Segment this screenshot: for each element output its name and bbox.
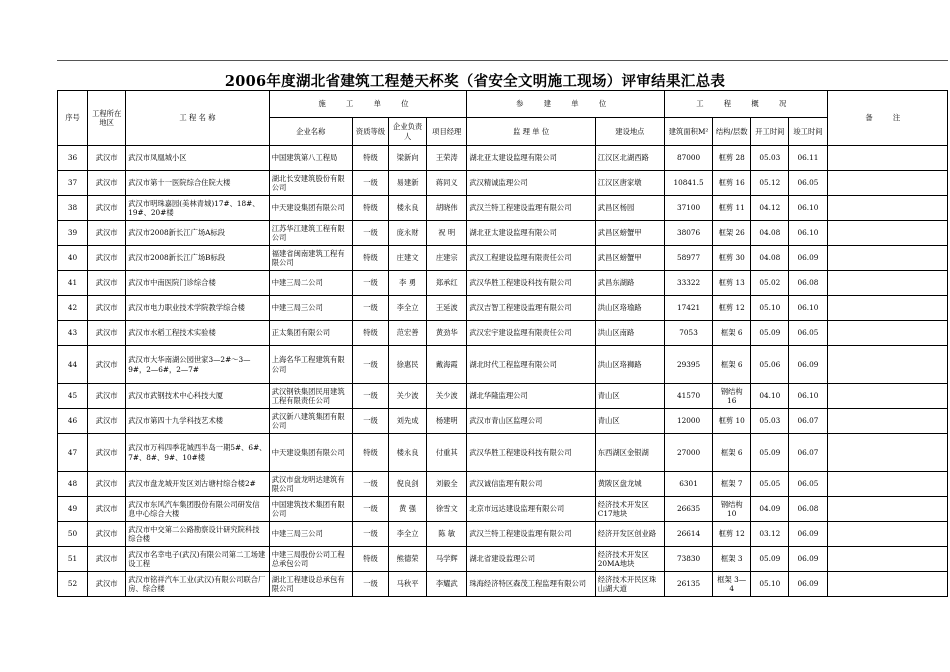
top-rule [57, 60, 948, 61]
cell-structure: 框架 3—4 [713, 572, 751, 597]
cell-company: 中国建筑第八工程局 [269, 146, 352, 171]
cell-location: 江汉区唐家墩 [595, 171, 664, 196]
cell-pm: 李耀武 [427, 572, 467, 597]
cell-pm: 徐雪文 [427, 497, 467, 522]
col-company: 企业名称 [269, 118, 352, 146]
cell-name: 武汉市明珠嘉园(美林青城)17#、18#、19#、20#楼 [126, 196, 269, 221]
cell-start: 03.12 [751, 522, 789, 547]
cell-supervisor: 武汉华胜工程建设科技有限公司 [467, 434, 595, 472]
cell-remarks [827, 221, 947, 246]
cell-pm: 王延波 [427, 296, 467, 321]
cell-region: 武汉市 [88, 497, 126, 522]
cell-supervisor: 武汉华胜工程建设科技有限公司 [467, 271, 595, 296]
cell-grade: 特级 [352, 146, 388, 171]
cell-name: 武汉市中南医院门诊综合楼 [126, 271, 269, 296]
cell-structure: 框剪 11 [713, 196, 751, 221]
cell-name: 武汉市铭祥汽车工业(武汉)有限公司联合厂房、综合楼 [126, 572, 269, 597]
cell-grade: 一级 [352, 171, 388, 196]
cell-head: 刘先成 [389, 409, 427, 434]
cell-no: 48 [58, 472, 88, 497]
cell-pm: 刘毅全 [427, 472, 467, 497]
cell-structure: 框剪 30 [713, 246, 751, 271]
cell-company: 正太集团有限公司 [269, 321, 352, 346]
cell-supervisor: 武汉宏宇建设监理有限责任公司 [467, 321, 595, 346]
cell-name: 武汉市第十一医院综合住院大楼 [126, 171, 269, 196]
cell-structure: 框架 6 [713, 321, 751, 346]
cell-region: 武汉市 [88, 522, 126, 547]
cell-no: 52 [58, 572, 88, 597]
cell-region: 武汉市 [88, 472, 126, 497]
cell-no: 44 [58, 346, 88, 384]
cell-supervisor: 武汉工程建设监理有限责任公司 [467, 246, 595, 271]
document-title: 2006年度湖北省建筑工程楚天杯奖（省安全文明施工现场）评审结果汇总表 [224, 73, 726, 90]
cell-location: 武昌东湖路 [595, 271, 664, 296]
cell-supervisor: 湖北亚太建设监理有限公司 [467, 221, 595, 246]
cell-end: 06.09 [789, 246, 827, 271]
cell-area: 26614 [664, 522, 712, 547]
cell-head: 庞永财 [389, 221, 427, 246]
cell-pm: 关少波 [427, 384, 467, 409]
cell-company: 中建三局股份公司工程总承包公司 [269, 547, 352, 572]
cell-no: 50 [58, 522, 88, 547]
cell-end: 06.10 [789, 221, 827, 246]
cell-pm: 蒋同义 [427, 171, 467, 196]
col-group-contractor: 施 工 单 位 [269, 91, 467, 118]
cell-head: 熊德荣 [389, 547, 427, 572]
cell-grade: 一级 [352, 472, 388, 497]
table-row [58, 321, 948, 346]
cell-pm: 黄劲华 [427, 321, 467, 346]
cell-start: 05.05 [751, 472, 789, 497]
cell-pm: 胡晓伟 [427, 196, 467, 221]
cell-company: 武汉新八建筑集团有限公司 [269, 409, 352, 434]
cell-area: 26635 [664, 497, 712, 522]
cell-grade: 一级 [352, 271, 388, 296]
table-row [58, 271, 948, 296]
cell-company: 中天建设集团有限公司 [269, 434, 352, 472]
col-start: 开工时间 [751, 118, 789, 146]
cell-area: 26135 [664, 572, 712, 597]
table-row [58, 472, 948, 497]
cell-head: 倪良剑 [389, 472, 427, 497]
cell-end: 06.08 [789, 497, 827, 522]
table-row [58, 434, 948, 472]
cell-remarks [827, 572, 947, 597]
cell-region: 武汉市 [88, 146, 126, 171]
table-row [58, 547, 948, 572]
cell-pm: 郑承红 [427, 271, 467, 296]
cell-area: 87000 [664, 146, 712, 171]
table-row [58, 346, 948, 384]
cell-start: 05.09 [751, 547, 789, 572]
cell-head: 易建新 [389, 171, 427, 196]
cell-area: 17421 [664, 296, 712, 321]
cell-grade: 特级 [352, 547, 388, 572]
table-row [58, 246, 948, 271]
cell-structure: 框架 6 [713, 346, 751, 384]
cell-location: 经济技术开民区珠山湖大道 [595, 572, 664, 597]
col-company-head: 企业负责人 [389, 118, 427, 146]
cell-location: 青山区 [595, 409, 664, 434]
cell-location: 经济技术开发区20MA地块 [595, 547, 664, 572]
cell-region: 武汉市 [88, 171, 126, 196]
cell-start: 05.03 [751, 409, 789, 434]
col-supervisor: 监 理 单 位 [467, 118, 595, 146]
col-seq: 序号 [58, 91, 88, 146]
cell-name: 武汉市凤凰城小区 [126, 146, 269, 171]
cell-supervisor: 北京市远达建设监理有限公司 [467, 497, 595, 522]
header-row-1 [58, 91, 948, 118]
cell-structure: 框剪 12 [713, 296, 751, 321]
cell-supervisor: 武汉兰特工程建设监理有限公司 [467, 196, 595, 221]
cell-area: 41570 [664, 384, 712, 409]
cell-head: 梁新向 [389, 146, 427, 171]
cell-location: 武昌区螃蟹甲 [595, 221, 664, 246]
cell-name: 武汉市武钢技术中心科技大厦 [126, 384, 269, 409]
cell-head: 楼永良 [389, 196, 427, 221]
cell-supervisor: 湖北华隆监理公司 [467, 384, 595, 409]
table-row [58, 497, 948, 522]
cell-name: 武汉市第四十九学科技艺术楼 [126, 409, 269, 434]
cell-end: 06.05 [789, 321, 827, 346]
cell-structure: 框架 6 [713, 434, 751, 472]
cell-no: 42 [58, 296, 88, 321]
cell-location: 洪山区南路 [595, 321, 664, 346]
cell-remarks [827, 196, 947, 221]
cell-name: 武汉市2008新长江广场B标段 [126, 246, 269, 271]
cell-location: 武昌区螃蟹甲 [595, 246, 664, 271]
table-row [58, 221, 948, 246]
cell-end: 06.09 [789, 522, 827, 547]
col-qualification: 资质等级 [352, 118, 388, 146]
cell-grade: 一级 [352, 384, 388, 409]
cell-start: 04.08 [751, 221, 789, 246]
cell-area: 37100 [664, 196, 712, 221]
cell-grade: 一级 [352, 572, 388, 597]
cell-location: 江汉区北湖西路 [595, 146, 664, 171]
cell-company: 湖北工程建设总承包有限公司 [269, 572, 352, 597]
cell-remarks [827, 246, 947, 271]
cell-company: 中建三局三公司 [269, 522, 352, 547]
cell-remarks [827, 171, 947, 196]
table-row [58, 572, 948, 597]
cell-grade: 特级 [352, 196, 388, 221]
cell-pm: 祝 明 [427, 221, 467, 246]
cell-no: 36 [58, 146, 88, 171]
cell-head: 徐惠民 [389, 346, 427, 384]
cell-remarks [827, 522, 947, 547]
cell-structure: 框剪 28 [713, 146, 751, 171]
cell-no: 40 [58, 246, 88, 271]
cell-region: 武汉市 [88, 321, 126, 346]
cell-name: 武汉市东风汽车集团股份有限公司研发信息中心综合大楼 [126, 497, 269, 522]
cell-pm: 杨建明 [427, 409, 467, 434]
cell-location: 经济技术开发区C17地块 [595, 497, 664, 522]
cell-no: 43 [58, 321, 88, 346]
cell-remarks [827, 384, 947, 409]
cell-start: 04.09 [751, 497, 789, 522]
cell-grade: 一级 [352, 409, 388, 434]
cell-start: 05.12 [751, 171, 789, 196]
cell-no: 38 [58, 196, 88, 221]
cell-start: 05.06 [751, 346, 789, 384]
cell-structure: 框剪 10 [713, 409, 751, 434]
cell-structure: 钢结构 16 [713, 384, 751, 409]
cell-start: 04.12 [751, 196, 789, 221]
cell-region: 武汉市 [88, 434, 126, 472]
cell-end: 06.10 [789, 296, 827, 321]
cell-area: 10841.5 [664, 171, 712, 196]
table-row [58, 196, 948, 221]
cell-pm: 付重其 [427, 434, 467, 472]
cell-location: 东西湖区金银湖 [595, 434, 664, 472]
cell-end: 06.09 [789, 346, 827, 384]
cell-grade: 特级 [352, 321, 388, 346]
cell-region: 武汉市 [88, 547, 126, 572]
cell-region: 武汉市 [88, 271, 126, 296]
cell-remarks [827, 434, 947, 472]
cell-remarks [827, 497, 947, 522]
cell-start: 05.10 [751, 296, 789, 321]
cell-pm: 戴海霞 [427, 346, 467, 384]
cell-head: 马秋平 [389, 572, 427, 597]
cell-end: 06.08 [789, 271, 827, 296]
cell-grade: 一级 [352, 221, 388, 246]
col-area: 建筑面积M² [664, 118, 712, 146]
cell-region: 武汉市 [88, 346, 126, 384]
cell-supervisor: 珠海经济特区森茂工程监理有限公司 [467, 572, 595, 597]
cell-end: 06.09 [789, 547, 827, 572]
cell-end: 06.11 [789, 146, 827, 171]
cell-end: 06.05 [789, 171, 827, 196]
cell-region: 武汉市 [88, 221, 126, 246]
cell-remarks [827, 346, 947, 384]
cell-supervisor: 湖北时代工程监理有限公司 [467, 346, 595, 384]
cell-name: 武汉市盘龙城开发区刘古塘村综合楼2# [126, 472, 269, 497]
cell-end: 06.10 [789, 384, 827, 409]
cell-location: 洪山区珞狮路 [595, 346, 664, 384]
cell-company: 湖北长安建筑股份有限公司 [269, 171, 352, 196]
cell-end: 06.05 [789, 472, 827, 497]
cell-area: 73830 [664, 547, 712, 572]
cell-start: 05.09 [751, 321, 789, 346]
cell-supervisor: 武汉精诚监理公司 [467, 171, 595, 196]
cell-remarks [827, 271, 947, 296]
cell-grade: 一级 [352, 497, 388, 522]
table-row [58, 146, 948, 171]
cell-remarks [827, 409, 947, 434]
cell-no: 49 [58, 497, 88, 522]
cell-head: 庄建文 [389, 246, 427, 271]
cell-region: 武汉市 [88, 384, 126, 409]
cell-name: 武汉市大华南湖公园世家3—2#～3—9#，2—6#，2—7# [126, 346, 269, 384]
cell-supervisor: 湖北省建设监理公司 [467, 547, 595, 572]
cell-area: 58977 [664, 246, 712, 271]
cell-supervisor: 武汉兰特工程建设监理有限公司 [467, 522, 595, 547]
cell-company: 江苏华江建筑工程有限公司 [269, 221, 352, 246]
cell-area: 27000 [664, 434, 712, 472]
cell-grade: 一级 [352, 522, 388, 547]
table-row [58, 522, 948, 547]
col-project-name: 工 程 名 称 [126, 91, 269, 146]
cell-grade: 一级 [352, 346, 388, 384]
cell-region: 武汉市 [88, 196, 126, 221]
cell-start: 04.10 [751, 384, 789, 409]
cell-start: 05.02 [751, 271, 789, 296]
cell-company: 中建三局二公司 [269, 271, 352, 296]
results-table [57, 90, 948, 597]
cell-area: 12000 [664, 409, 712, 434]
cell-head: 李全立 [389, 522, 427, 547]
col-project-manager: 项目经理 [427, 118, 467, 146]
cell-company: 中天建设集团有限公司 [269, 196, 352, 221]
cell-name: 武汉市万科四季花城西半岛一期5#、6#、7#、8#、9#、10#楼 [126, 434, 269, 472]
cell-no: 45 [58, 384, 88, 409]
cell-grade: 特级 [352, 434, 388, 472]
col-remarks: 备 注 [827, 91, 947, 146]
cell-remarks [827, 321, 947, 346]
cell-structure: 框剪 16 [713, 171, 751, 196]
cell-company: 武汉钢铁集团民用建筑工程有限责任公司 [269, 384, 352, 409]
cell-area: 29395 [664, 346, 712, 384]
cell-remarks [827, 296, 947, 321]
table-row [58, 296, 948, 321]
cell-name: 武汉市名幸电子(武汉)有限公司第二工场建设工程 [126, 547, 269, 572]
cell-name: 武汉市中交第二公路勘察设计研究院科技综合楼 [126, 522, 269, 547]
cell-name: 武汉市电力职业技术学院教学综合楼 [126, 296, 269, 321]
cell-pm: 庄建宗 [427, 246, 467, 271]
cell-region: 武汉市 [88, 246, 126, 271]
cell-remarks [827, 146, 947, 171]
cell-head: 关少波 [389, 384, 427, 409]
col-region: 工程所在地区 [88, 91, 126, 146]
cell-head: 黄 强 [389, 497, 427, 522]
cell-end: 06.07 [789, 409, 827, 434]
cell-start: 05.03 [751, 146, 789, 171]
cell-end: 06.09 [789, 572, 827, 597]
col-location: 建设地点 [595, 118, 664, 146]
cell-structure: 框架 26 [713, 221, 751, 246]
cell-supervisor: 武汉诚信监理有限公司 [467, 472, 595, 497]
cell-supervisor: 武汉市青山区监理公司 [467, 409, 595, 434]
col-group-overview: 工 程 概 况 [664, 91, 827, 118]
cell-location: 武昌区杨园 [595, 196, 664, 221]
cell-name: 武汉市2008新长江广场A标段 [126, 221, 269, 246]
cell-end: 06.10 [789, 196, 827, 221]
cell-region: 武汉市 [88, 409, 126, 434]
col-structure: 结构/层数 [713, 118, 751, 146]
cell-head: 李全立 [389, 296, 427, 321]
cell-no: 39 [58, 221, 88, 246]
cell-pm: 王荣涛 [427, 146, 467, 171]
cell-structure: 钢结构 10 [713, 497, 751, 522]
cell-company: 上海名华工程建筑有限公司 [269, 346, 352, 384]
cell-region: 武汉市 [88, 296, 126, 321]
cell-no: 41 [58, 271, 88, 296]
cell-company: 中建三局三公司 [269, 296, 352, 321]
cell-no: 46 [58, 409, 88, 434]
cell-head: 范宏善 [389, 321, 427, 346]
cell-name: 武汉市水稻工程技术实验楼 [126, 321, 269, 346]
cell-structure: 框剪 12 [713, 522, 751, 547]
cell-grade: 特级 [352, 246, 388, 271]
cell-area: 38076 [664, 221, 712, 246]
cell-remarks [827, 547, 947, 572]
cell-area: 33322 [664, 271, 712, 296]
table-row [58, 409, 948, 434]
cell-pm: 马学辉 [427, 547, 467, 572]
cell-company: 中国建筑技术集团有限公司 [269, 497, 352, 522]
cell-location: 青山区 [595, 384, 664, 409]
cell-structure: 框剪 13 [713, 271, 751, 296]
cell-location: 洪山区珞瑜路 [595, 296, 664, 321]
cell-area: 7053 [664, 321, 712, 346]
cell-grade: 一级 [352, 296, 388, 321]
cell-start: 05.10 [751, 572, 789, 597]
cell-location: 经济开发区创业路 [595, 522, 664, 547]
cell-no: 51 [58, 547, 88, 572]
cell-remarks [827, 472, 947, 497]
cell-start: 05.09 [751, 434, 789, 472]
cell-head: 李 勇 [389, 271, 427, 296]
col-end: 竣工时间 [789, 118, 827, 146]
cell-structure: 框架 7 [713, 472, 751, 497]
cell-no: 37 [58, 171, 88, 196]
cell-end: 06.07 [789, 434, 827, 472]
cell-structure: 框架 3 [713, 547, 751, 572]
table-row [58, 171, 948, 196]
cell-supervisor: 湖北亚太建设监理有限公司 [467, 146, 595, 171]
cell-region: 武汉市 [88, 572, 126, 597]
cell-supervisor: 武汉吉智工程建设监理有限公司 [467, 296, 595, 321]
cell-area: 6301 [664, 472, 712, 497]
cell-no: 47 [58, 434, 88, 472]
cell-head: 楼永良 [389, 434, 427, 472]
cell-company: 武汉市盘龙明达建筑有限公司 [269, 472, 352, 497]
col-group-supervisor: 参 建 单 位 [467, 91, 665, 118]
table-row [58, 384, 948, 409]
cell-pm: 陈 敏 [427, 522, 467, 547]
cell-company: 福建省闽南建筑工程有限公司 [269, 246, 352, 271]
cell-location: 黄陂区盘龙城 [595, 472, 664, 497]
cell-start: 04.08 [751, 246, 789, 271]
